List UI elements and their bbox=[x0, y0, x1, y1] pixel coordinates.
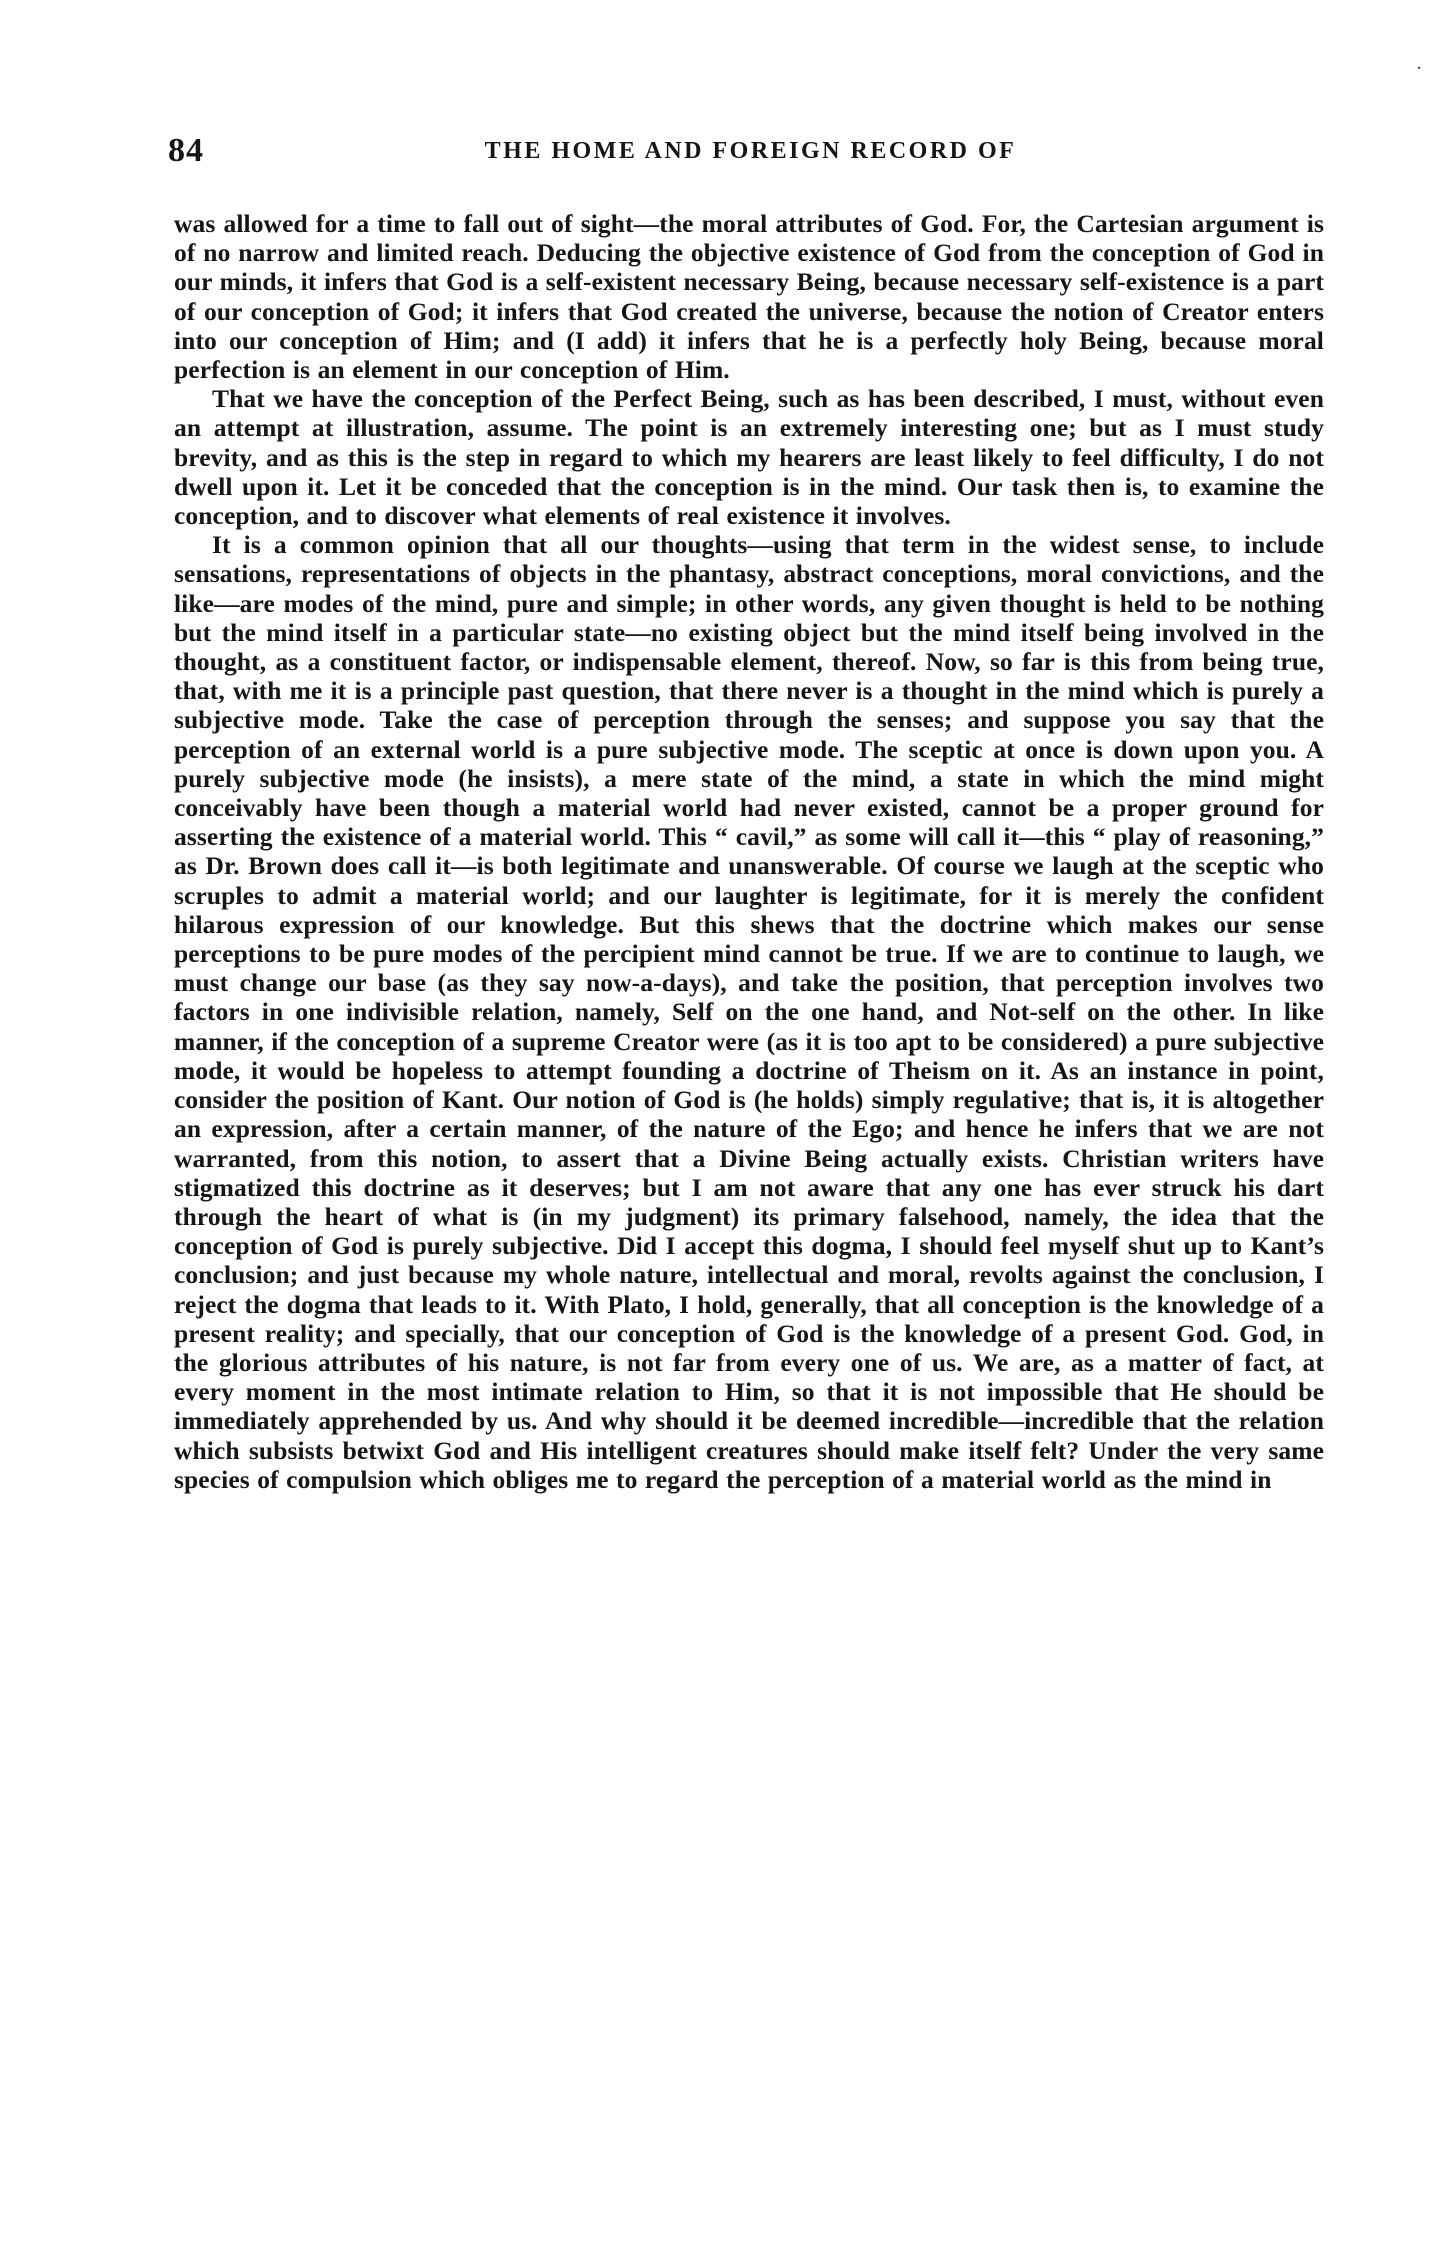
running-head: THE HOME AND FOREIGN RECORD OF bbox=[484, 138, 1017, 164]
page-number: 84 bbox=[168, 132, 204, 169]
page-header bbox=[168, 132, 1333, 172]
paragraph-1: was allowed for a time to fall out of sight—the moral attributes of God. For, the Cartesian argument is of no narrow and limited reach. Deducing the objective existence of God from the conception of God in our minds, it infers that God is a self-existent necessary Being, because necessary self-existence is a part of our conception of God; it infers that God created the universe, because the notion of Creator enters into our conception of Him; and (I add) it infers that he is a perfectly holy Being, because moral perfection is an element in our conception of Him. bbox=[174, 209, 1324, 385]
body-text bbox=[174, 209, 1324, 1494]
scan-mark: ⋅ bbox=[1416, 58, 1423, 78]
paragraph-3: It is a common opinion that all our thoughts—using that term in the widest sense, to include sensations, representations of objects in the phantasy, abstract conceptions, moral convictions, and the like—are modes of the mind, pure and simple; in other words, any given thought is held to be nothing but the mind itself in a particular state—no existing object but the mind itself being involved in the thought, as a constituent factor, or indispensable element, thereof. Now, so far is this from being true, that, with me it is a principle past question, that there never is a thought in the mind which is purely a subjective mode. Take the case of perception through the senses; and suppose you say that the perception of an external world is a pure subjective mode. The sceptic at once is down upon you. A purely subjective mode (he insists), a mere state of the mind, a state in which the mind might conceivably have been though a material world had never existed, cannot be a proper ground for asserting the existence of a material world. This “ cavil,” as some will call it—this “ play of reasoning,” as Dr. Brown does call it—is both legitimate and unanswerable. Of course we laugh at the sceptic who scruples to admit a material world; and our laughter is legitimate, for it is merely the confident hilarous expression of our knowledge. But this shews that the doctrine which makes our sense perceptions to be pure modes of the percipient mind cannot be true. If we are to continue to laugh, we must change our base (as they say now-a-days), and take the position, that perception involves two factors in one indivisible relation, namely, Self on the one hand, and Not-self on the other. In like manner, if the conception of a supreme Creator were (as it is too apt to be considered) a pure subjective mode, it would be hopeless to attempt founding a doctrine of Theism on it. As an instance in point, consider the position of Kant. Our notion of God is (he holds) simply regulative; that is, it is altogether an expression, after a certain manner, of the nature of the Ego; and hence he infers that we are not warranted, from this notion, to assert that a Divine Being actually exists. Christian writers have stigmatized this doctrine as it deserves; but I am not aware that any one has ever struck his dart through the heart of what is (in my judgment) its primary falsehood, namely, the idea that the conception of God is purely subjective. Did I accept this dogma, I should feel myself shut up to Kant’s conclusion; and just because my whole nature, intellectual and moral, revolts against the conclusion, I reject the dogma that leads to it. With Plato, I hold, generally, that all conception is the knowledge of a present reality; and specially, that our conception of God is the knowledge of a present God. God, in the glorious attributes of his nature, is not far from every one of us. We are, as a matter of fact, at every moment in the most intimate relation to Him, so that it is not impossible that He should be immediately apprehended by us. And why should it be deemed incredible—incredible that the relation which subsists betwixt God and His intelligent creatures should make itself felt? Under the very same species of compulsion which obliges me to regard the perception of a material world as the mind in bbox=[174, 530, 1324, 1494]
paragraph-2: That we have the conception of the Perfect Being, such as has been described, I must, without even an attempt at illustration, assume. The point is an extremely interesting one; but as I must study brevity, and as this is the step in regard to which my hearers are least likely to feel difficulty, I do not dwell upon it. Let it be conceded that the conception is in the mind. Our task then is, to examine the conception, and to discover what elements of real existence it involves. bbox=[174, 384, 1324, 531]
